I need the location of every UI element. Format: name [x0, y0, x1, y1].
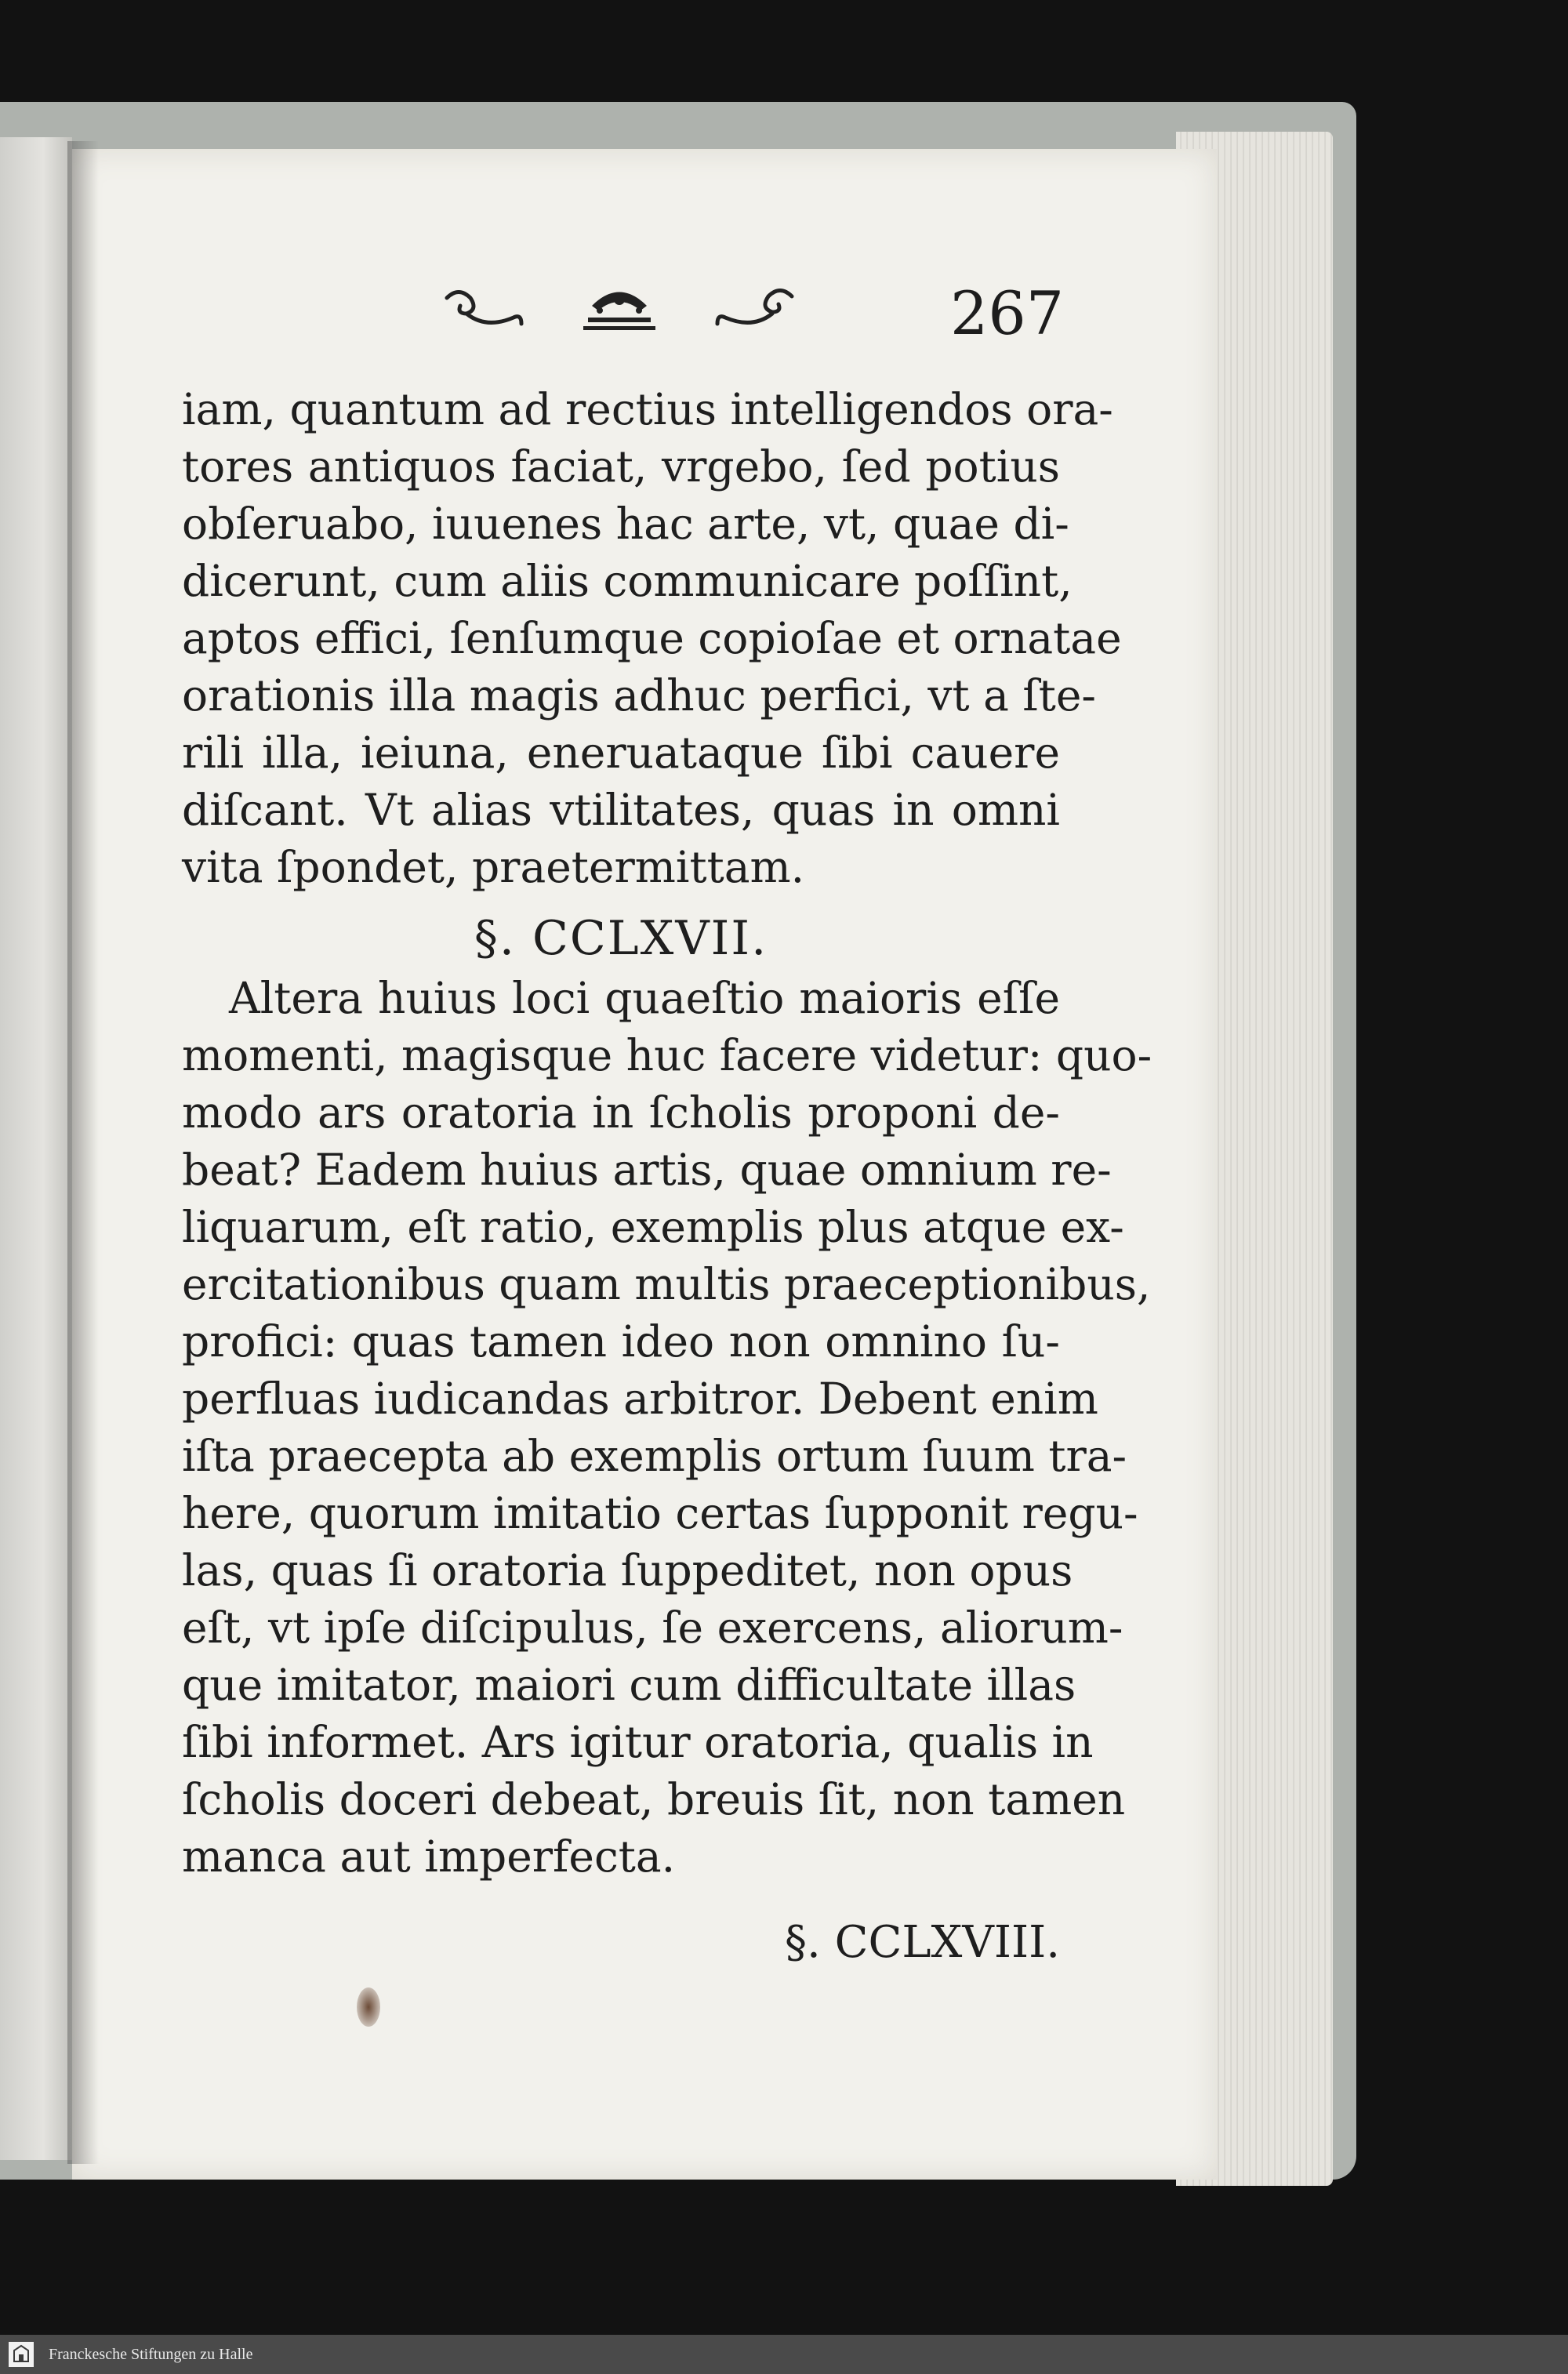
text-line: diſcant. Vt alias vtilitates, quas in omni — [182, 785, 1060, 835]
text-line: here, quorum imitatio certas ſupponit regu- — [182, 1488, 1138, 1538]
text-line: iſta praecepta ab exemplis ortum ſuum tra- — [182, 1431, 1127, 1481]
text-line: liquarum, eſt ratio, exemplis plus atque ex- — [182, 1202, 1124, 1252]
text-line: que imitator, maiori cum difficultate illas — [182, 1660, 1076, 1710]
text-line: las, quas ſi oratoria ſuppeditet, non opus — [182, 1545, 1073, 1595]
text-line: manca aut imperfecta. — [182, 1831, 676, 1882]
text-line: iam, quantum ad rectius intelligendos ora- — [182, 384, 1113, 434]
text-block — [182, 381, 1152, 1971]
text-line: obſeruabo, iuuenes hac arte, vt, quae di- — [182, 499, 1069, 549]
text-line: ercitationibus quam multis praeceptionibus, — [182, 1259, 1151, 1309]
text-line: Altera huius loci quaeſtio maioris eſſe — [229, 973, 1060, 1023]
institution-logo-icon — [8, 2341, 34, 2368]
text-line: tores antiquos faciat, vrgebo, ſed potius — [182, 441, 1060, 492]
text-line: profici: quas tamen ideo non omnino ſu- — [182, 1316, 1060, 1367]
gutter-shadow — [67, 141, 99, 2164]
text-line: rili illa, ieiuna, eneruataque ſibi cauere — [182, 728, 1060, 778]
text-line: beat? Eadem huius artis, quae omnium re- — [182, 1145, 1112, 1195]
section-heading: §. CCLXVII. — [474, 911, 768, 966]
text-line: aptos effici, ſenſumque copioſae et ornatae — [182, 613, 1122, 663]
page-number: 267 — [950, 278, 1065, 348]
text-line: perfluas iudicandas arbitror. Debent enim — [182, 1374, 1098, 1424]
text-line: modo ars oratoria in ſcholis proponi de- — [182, 1087, 1060, 1138]
paper-stain — [357, 1987, 380, 2027]
text-line: orationis illa magis adhuc perfici, vt a ſte- — [182, 670, 1096, 721]
text-line: ſibi informet. Ars igitur oratoria, qualis in — [182, 1717, 1094, 1767]
catchword: §. CCLXVIII. — [785, 1917, 1060, 1968]
text-line: ſcholis doceri debeat, breuis ſit, non tamen — [182, 1774, 1126, 1824]
credit-text: Franckesche Stiftungen zu Halle — [49, 2346, 253, 2363]
text-line: momenti, magisque huc facere videtur: quo- — [182, 1030, 1152, 1080]
text-line: eſt, vt ipſe diſcipulus, ſe exercens, aliorum- — [182, 1603, 1123, 1653]
text-line: vita ſpondet, praetermittam. — [182, 842, 805, 892]
left-page-edge — [0, 137, 72, 2160]
credit-bar — [0, 2335, 1568, 2374]
fleuron-headpiece-icon — [439, 282, 800, 337]
text-line: dicerunt, cum aliis communicare poſſint, — [182, 556, 1073, 606]
